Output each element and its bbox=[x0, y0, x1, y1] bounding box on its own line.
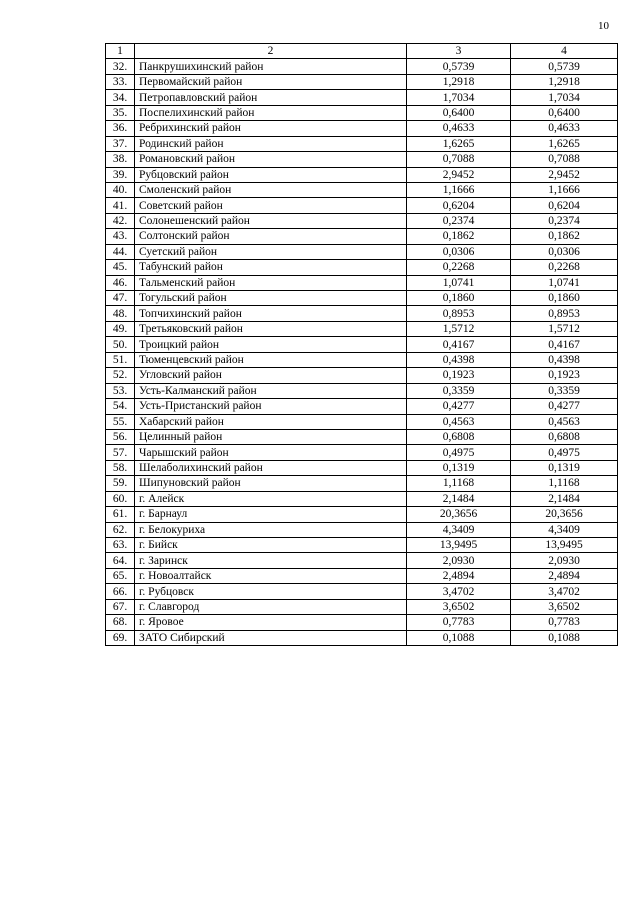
table-row bbox=[106, 599, 618, 614]
row-number-cell: 48. bbox=[106, 306, 135, 321]
district-name-cell: Шипуновский район bbox=[135, 476, 407, 491]
table-row bbox=[106, 429, 618, 444]
district-name-cell: Смоленский район bbox=[135, 182, 407, 197]
value-col3-cell: 0,6204 bbox=[407, 198, 511, 213]
value-col3-cell: 0,1862 bbox=[407, 229, 511, 244]
table-row bbox=[106, 337, 618, 352]
row-number-cell: 38. bbox=[106, 152, 135, 167]
value-col3-cell: 0,4563 bbox=[407, 414, 511, 429]
district-name-cell: Третьяковский район bbox=[135, 321, 407, 336]
data-table bbox=[105, 43, 618, 646]
row-number-cell: 61. bbox=[106, 507, 135, 522]
district-name-cell: г. Рубцовск bbox=[135, 584, 407, 599]
value-col3-cell: 0,2374 bbox=[407, 213, 511, 228]
value-col3-cell: 0,5739 bbox=[407, 59, 511, 74]
district-name-cell: Родинский район bbox=[135, 136, 407, 151]
district-name-cell: Солонешенский район bbox=[135, 213, 407, 228]
district-name-cell: Поспелихинский район bbox=[135, 105, 407, 120]
value-col3-cell: 0,4277 bbox=[407, 399, 511, 414]
row-number-cell: 37. bbox=[106, 136, 135, 151]
row-number-cell: 60. bbox=[106, 491, 135, 506]
district-name-cell: г. Славгород bbox=[135, 599, 407, 614]
value-col3-cell: 2,0930 bbox=[407, 553, 511, 568]
row-number-cell: 66. bbox=[106, 584, 135, 599]
row-number-cell: 36. bbox=[106, 121, 135, 136]
row-number-cell: 52. bbox=[106, 368, 135, 383]
value-col4-cell: 2,4894 bbox=[511, 568, 618, 583]
value-col3-cell: 0,4167 bbox=[407, 337, 511, 352]
row-number-cell: 50. bbox=[106, 337, 135, 352]
table-row bbox=[106, 291, 618, 306]
district-name-cell: Петропавловский район bbox=[135, 90, 407, 105]
row-number-cell: 40. bbox=[106, 182, 135, 197]
table-row bbox=[106, 229, 618, 244]
table-row bbox=[106, 615, 618, 630]
value-col3-cell: 0,6400 bbox=[407, 105, 511, 120]
district-name-cell: Ребрихинский район bbox=[135, 121, 407, 136]
value-col3-cell: 0,7088 bbox=[407, 152, 511, 167]
district-name-cell: Угловский район bbox=[135, 368, 407, 383]
table-row bbox=[106, 59, 618, 74]
district-name-cell: Тюменцевский район bbox=[135, 352, 407, 367]
header-cell-1: 1 bbox=[106, 44, 135, 59]
value-col3-cell: 3,6502 bbox=[407, 599, 511, 614]
row-number-cell: 41. bbox=[106, 198, 135, 213]
value-col3-cell: 2,9452 bbox=[407, 167, 511, 182]
table-row bbox=[106, 414, 618, 429]
table-row bbox=[106, 352, 618, 367]
header-cell-2: 2 bbox=[135, 44, 407, 59]
value-col4-cell: 0,6808 bbox=[511, 429, 618, 444]
value-col3-cell: 1,7034 bbox=[407, 90, 511, 105]
district-name-cell: ЗАТО Сибирский bbox=[135, 630, 407, 645]
table-row bbox=[106, 368, 618, 383]
table-row bbox=[106, 491, 618, 506]
value-col4-cell: 0,4633 bbox=[511, 121, 618, 136]
value-col4-cell: 0,6204 bbox=[511, 198, 618, 213]
value-col4-cell: 0,1860 bbox=[511, 291, 618, 306]
value-col3-cell: 0,1319 bbox=[407, 460, 511, 475]
value-col3-cell: 4,3409 bbox=[407, 522, 511, 537]
row-number-cell: 65. bbox=[106, 568, 135, 583]
value-col3-cell: 20,3656 bbox=[407, 507, 511, 522]
district-name-cell: г. Заринск bbox=[135, 553, 407, 568]
value-col3-cell: 1,5712 bbox=[407, 321, 511, 336]
value-col3-cell: 2,4894 bbox=[407, 568, 511, 583]
value-col3-cell: 3,4702 bbox=[407, 584, 511, 599]
row-number-cell: 51. bbox=[106, 352, 135, 367]
district-name-cell: г. Новоалтайск bbox=[135, 568, 407, 583]
table-row bbox=[106, 522, 618, 537]
value-col3-cell: 0,4975 bbox=[407, 445, 511, 460]
district-name-cell: Усть-Калманский район bbox=[135, 383, 407, 398]
table-row bbox=[106, 568, 618, 583]
row-number-cell: 42. bbox=[106, 213, 135, 228]
district-name-cell: Шелаболихинский район bbox=[135, 460, 407, 475]
value-col3-cell: 0,2268 bbox=[407, 260, 511, 275]
value-col4-cell: 0,4398 bbox=[511, 352, 618, 367]
value-col3-cell: 1,2918 bbox=[407, 74, 511, 89]
value-col3-cell: 2,1484 bbox=[407, 491, 511, 506]
row-number-cell: 68. bbox=[106, 615, 135, 630]
table-row bbox=[106, 306, 618, 321]
value-col4-cell: 0,5739 bbox=[511, 59, 618, 74]
row-number-cell: 35. bbox=[106, 105, 135, 120]
value-col4-cell: 0,4167 bbox=[511, 337, 618, 352]
page-number: 10 bbox=[598, 20, 609, 32]
table-header-row bbox=[106, 44, 618, 59]
value-col4-cell: 3,4702 bbox=[511, 584, 618, 599]
row-number-cell: 63. bbox=[106, 538, 135, 553]
table-row bbox=[106, 198, 618, 213]
district-name-cell: Усть-Пристанский район bbox=[135, 399, 407, 414]
row-number-cell: 55. bbox=[106, 414, 135, 429]
district-name-cell: г. Белокуриха bbox=[135, 522, 407, 537]
value-col3-cell: 0,4633 bbox=[407, 121, 511, 136]
value-col4-cell: 0,4277 bbox=[511, 399, 618, 414]
table-row bbox=[106, 399, 618, 414]
value-col3-cell: 0,0306 bbox=[407, 244, 511, 259]
value-col4-cell: 1,5712 bbox=[511, 321, 618, 336]
value-col3-cell: 0,1088 bbox=[407, 630, 511, 645]
value-col4-cell: 3,6502 bbox=[511, 599, 618, 614]
table-row bbox=[106, 321, 618, 336]
district-name-cell: г. Яровое bbox=[135, 615, 407, 630]
district-name-cell: Рубцовский район bbox=[135, 167, 407, 182]
value-col4-cell: 0,0306 bbox=[511, 244, 618, 259]
value-col4-cell: 1,0741 bbox=[511, 275, 618, 290]
value-col3-cell: 1,6265 bbox=[407, 136, 511, 151]
row-number-cell: 56. bbox=[106, 429, 135, 444]
row-number-cell: 33. bbox=[106, 74, 135, 89]
table-row bbox=[106, 182, 618, 197]
row-number-cell: 54. bbox=[106, 399, 135, 414]
row-number-cell: 46. bbox=[106, 275, 135, 290]
table-row bbox=[106, 260, 618, 275]
table-row bbox=[106, 152, 618, 167]
table-row bbox=[106, 630, 618, 645]
value-col4-cell: 0,1088 bbox=[511, 630, 618, 645]
value-col4-cell: 1,1168 bbox=[511, 476, 618, 491]
value-col4-cell: 1,7034 bbox=[511, 90, 618, 105]
value-col4-cell: 2,9452 bbox=[511, 167, 618, 182]
value-col4-cell: 2,1484 bbox=[511, 491, 618, 506]
table-row bbox=[106, 74, 618, 89]
district-name-cell: Целинный район bbox=[135, 429, 407, 444]
table-row bbox=[106, 244, 618, 259]
value-col4-cell: 0,1923 bbox=[511, 368, 618, 383]
district-name-cell: Хабарский район bbox=[135, 414, 407, 429]
table-row bbox=[106, 136, 618, 151]
district-name-cell: Первомайский район bbox=[135, 74, 407, 89]
value-col3-cell: 0,6808 bbox=[407, 429, 511, 444]
table-row bbox=[106, 553, 618, 568]
row-number-cell: 57. bbox=[106, 445, 135, 460]
value-col4-cell: 0,7783 bbox=[511, 615, 618, 630]
value-col3-cell: 0,1860 bbox=[407, 291, 511, 306]
header-cell-4: 4 bbox=[511, 44, 618, 59]
header-cell-3: 3 bbox=[407, 44, 511, 59]
row-number-cell: 49. bbox=[106, 321, 135, 336]
value-col4-cell: 0,1319 bbox=[511, 460, 618, 475]
value-col3-cell: 0,8953 bbox=[407, 306, 511, 321]
value-col3-cell: 1,0741 bbox=[407, 275, 511, 290]
table-row bbox=[106, 275, 618, 290]
value-col4-cell: 0,6400 bbox=[511, 105, 618, 120]
district-name-cell: г. Алейск bbox=[135, 491, 407, 506]
table-row bbox=[106, 167, 618, 182]
table-row bbox=[106, 105, 618, 120]
row-number-cell: 64. bbox=[106, 553, 135, 568]
value-col4-cell: 0,3359 bbox=[511, 383, 618, 398]
value-col3-cell: 1,1168 bbox=[407, 476, 511, 491]
row-number-cell: 34. bbox=[106, 90, 135, 105]
table-row bbox=[106, 90, 618, 105]
value-col4-cell: 0,1862 bbox=[511, 229, 618, 244]
row-number-cell: 43. bbox=[106, 229, 135, 244]
row-number-cell: 58. bbox=[106, 460, 135, 475]
value-col4-cell: 0,2374 bbox=[511, 213, 618, 228]
district-name-cell: Табунский район bbox=[135, 260, 407, 275]
row-number-cell: 44. bbox=[106, 244, 135, 259]
value-col3-cell: 13,9495 bbox=[407, 538, 511, 553]
row-number-cell: 47. bbox=[106, 291, 135, 306]
value-col4-cell: 0,7088 bbox=[511, 152, 618, 167]
value-col4-cell: 1,6265 bbox=[511, 136, 618, 151]
district-name-cell: Чарышский район bbox=[135, 445, 407, 460]
value-col4-cell: 20,3656 bbox=[511, 507, 618, 522]
value-col3-cell: 0,3359 bbox=[407, 383, 511, 398]
table-row bbox=[106, 383, 618, 398]
row-number-cell: 62. bbox=[106, 522, 135, 537]
value-col4-cell: 1,2918 bbox=[511, 74, 618, 89]
district-name-cell: Романовский район bbox=[135, 152, 407, 167]
value-col3-cell: 0,4398 bbox=[407, 352, 511, 367]
table-row bbox=[106, 476, 618, 491]
district-name-cell: Тогульский район bbox=[135, 291, 407, 306]
district-name-cell: Суетский район bbox=[135, 244, 407, 259]
value-col4-cell: 1,1666 bbox=[511, 182, 618, 197]
row-number-cell: 59. bbox=[106, 476, 135, 491]
district-name-cell: Панкрушихинский район bbox=[135, 59, 407, 74]
district-name-cell: г. Бийск bbox=[135, 538, 407, 553]
row-number-cell: 53. bbox=[106, 383, 135, 398]
table-row bbox=[106, 507, 618, 522]
district-name-cell: г. Барнаул bbox=[135, 507, 407, 522]
row-number-cell: 67. bbox=[106, 599, 135, 614]
table-row bbox=[106, 584, 618, 599]
district-name-cell: Советский район bbox=[135, 198, 407, 213]
value-col4-cell: 4,3409 bbox=[511, 522, 618, 537]
value-col4-cell: 13,9495 bbox=[511, 538, 618, 553]
value-col4-cell: 2,0930 bbox=[511, 553, 618, 568]
table-row bbox=[106, 538, 618, 553]
district-name-cell: Тальменский район bbox=[135, 275, 407, 290]
district-name-cell: Троицкий район bbox=[135, 337, 407, 352]
value-col4-cell: 0,4563 bbox=[511, 414, 618, 429]
row-number-cell: 45. bbox=[106, 260, 135, 275]
value-col4-cell: 0,8953 bbox=[511, 306, 618, 321]
table-row bbox=[106, 121, 618, 136]
value-col3-cell: 0,1923 bbox=[407, 368, 511, 383]
row-number-cell: 69. bbox=[106, 630, 135, 645]
table-body bbox=[106, 59, 618, 646]
value-col3-cell: 0,7783 bbox=[407, 615, 511, 630]
district-name-cell: Солтонский район bbox=[135, 229, 407, 244]
value-col4-cell: 0,4975 bbox=[511, 445, 618, 460]
table-row bbox=[106, 460, 618, 475]
district-name-cell: Топчихинский район bbox=[135, 306, 407, 321]
table-row bbox=[106, 445, 618, 460]
row-number-cell: 39. bbox=[106, 167, 135, 182]
row-number-cell: 32. bbox=[106, 59, 135, 74]
table-row bbox=[106, 213, 618, 228]
value-col4-cell: 0,2268 bbox=[511, 260, 618, 275]
value-col3-cell: 1,1666 bbox=[407, 182, 511, 197]
